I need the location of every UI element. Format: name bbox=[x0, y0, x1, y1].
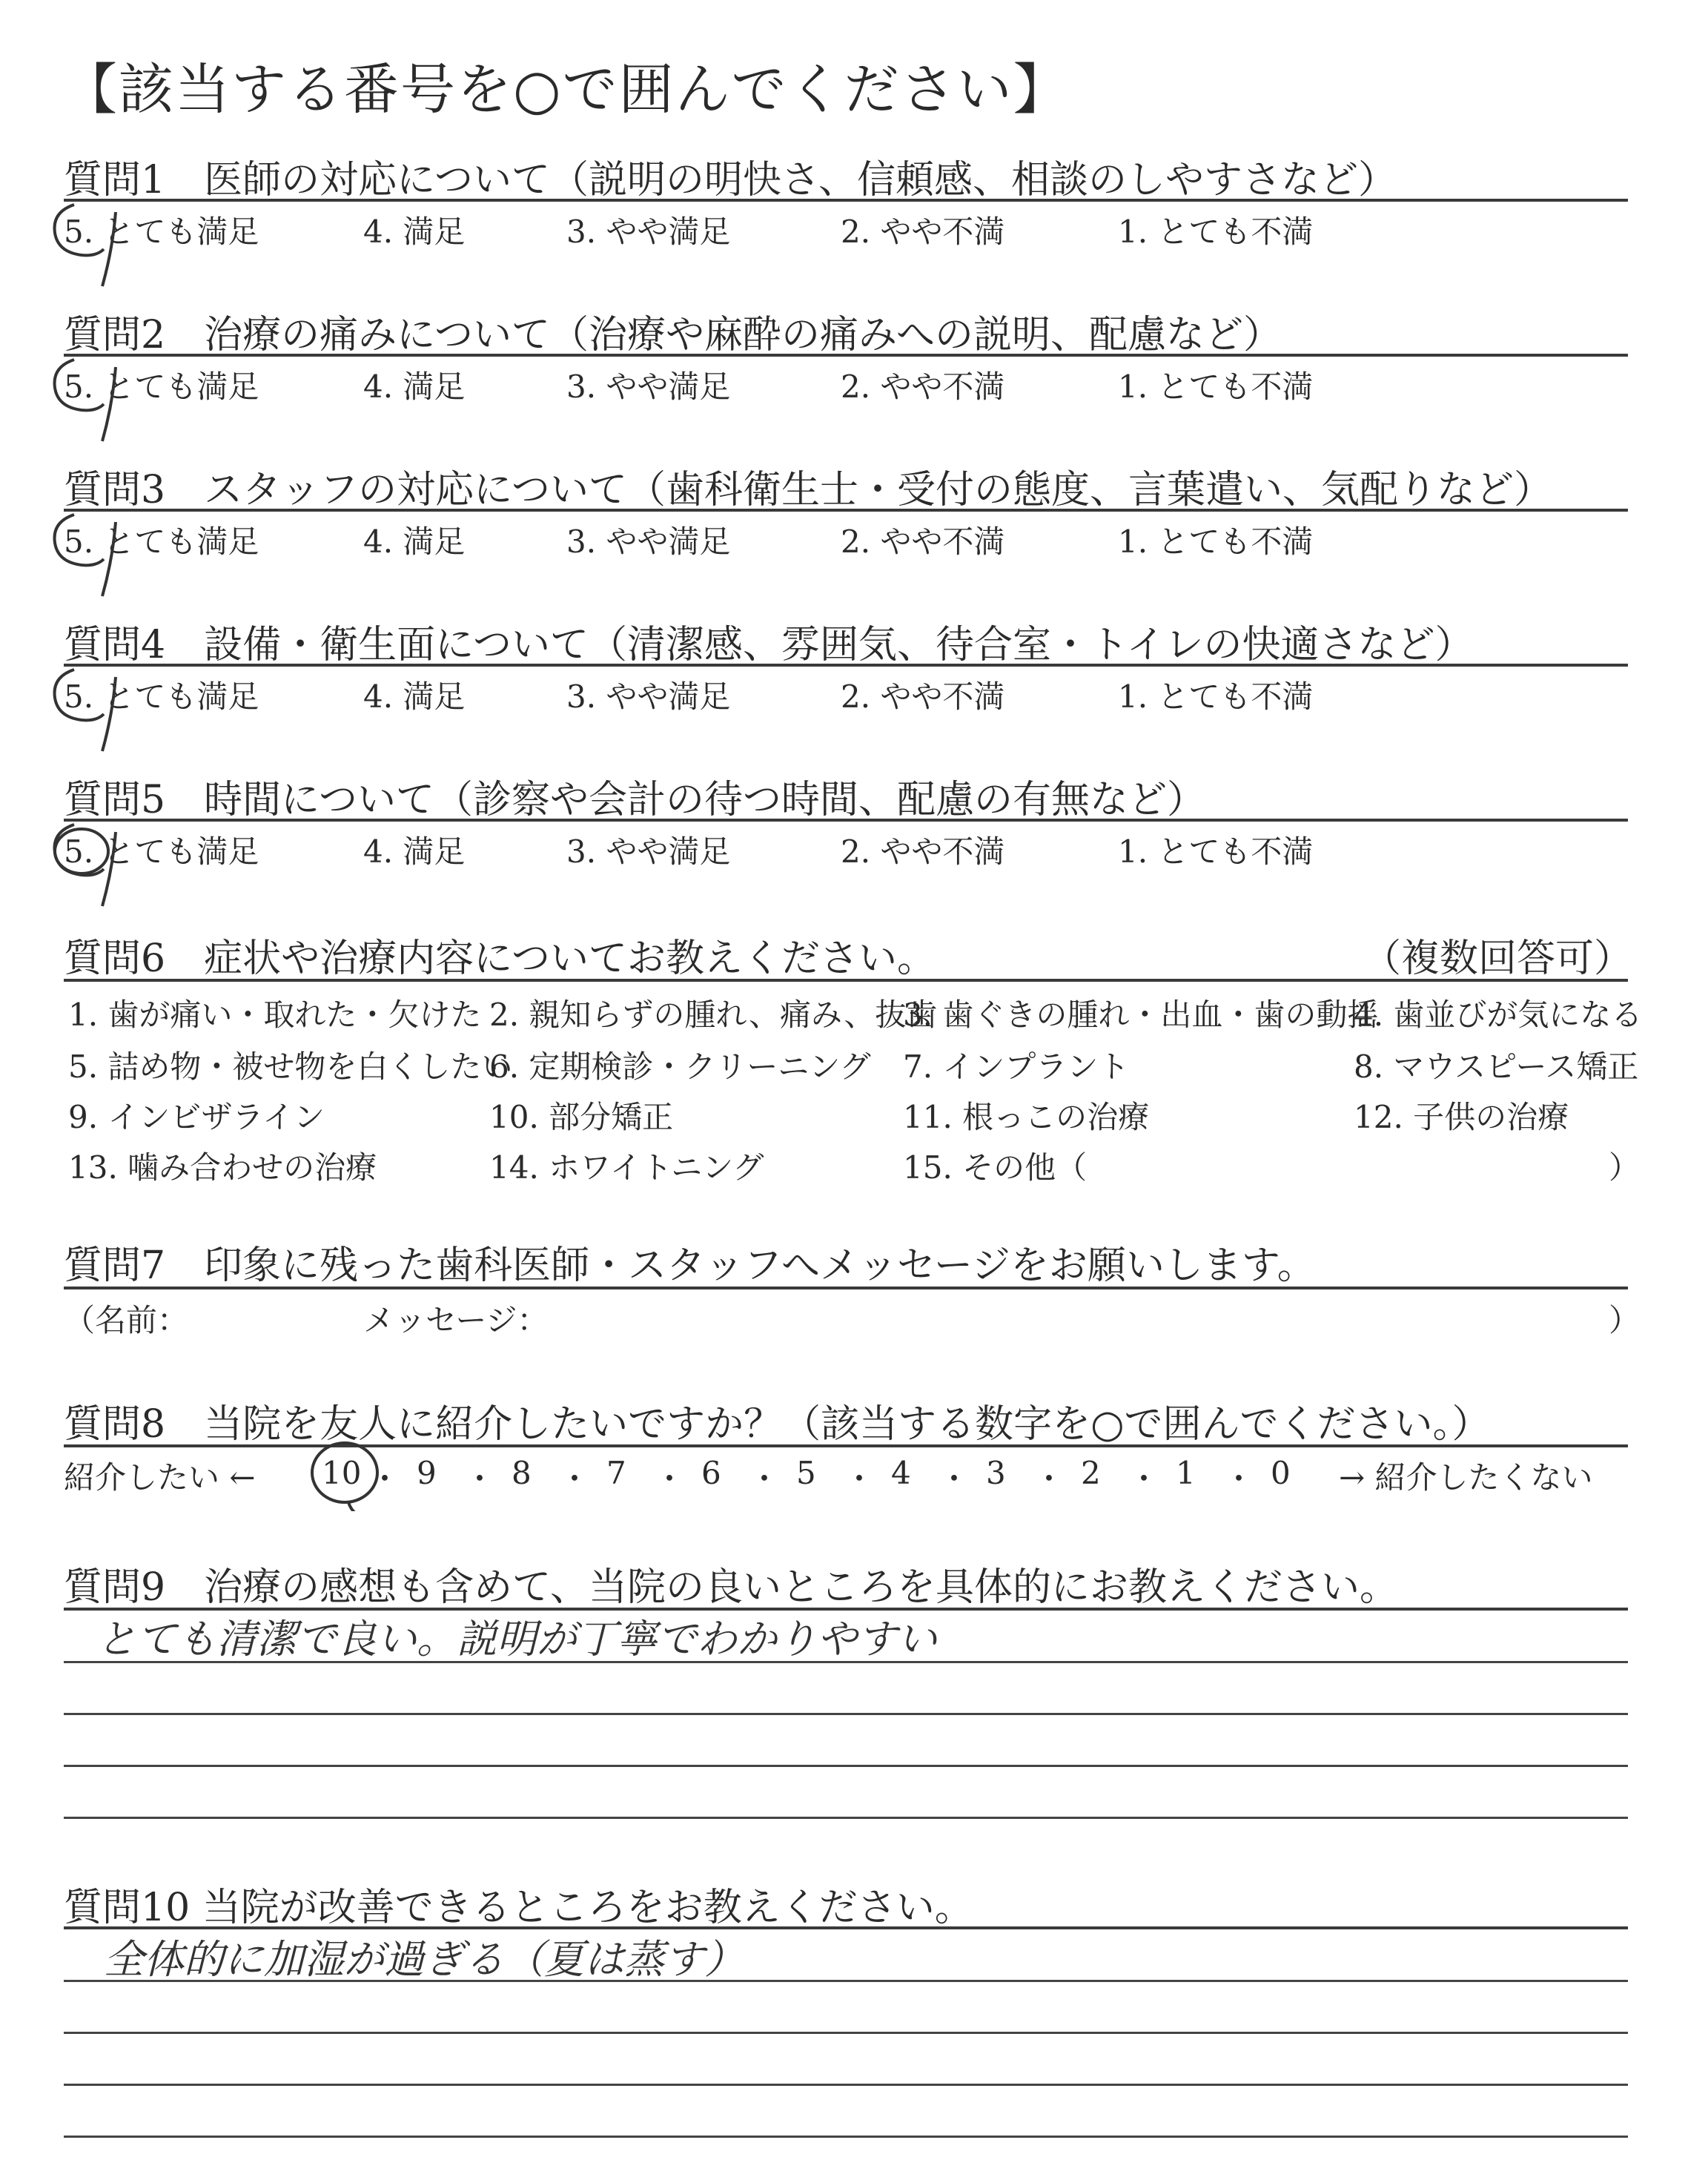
q1-option-3[interactable]: 3. やや満足 bbox=[566, 214, 731, 250]
q6-option-5[interactable]: 5. 詰め物・被せ物を白くしたい bbox=[68, 1048, 513, 1085]
q9-title: 質問9 治療の感想も含めて、当院の良いところを具体的にお教えください。 bbox=[64, 1565, 1399, 1610]
q10-line-4 bbox=[64, 2136, 1628, 2138]
q8-scale-9[interactable]: 9 bbox=[417, 1455, 437, 1491]
q4-rule bbox=[64, 664, 1628, 667]
q8-scale-2[interactable]: 2 bbox=[1081, 1455, 1101, 1491]
q1-rule bbox=[64, 199, 1628, 202]
q5-title: 質問5 時間について（診察や会計の待つ時間、配慮の有無など） bbox=[64, 778, 1206, 822]
q3-title: 質問3 スタッフの対応について（歯科衛生士・受付の態度、言葉遣い、気配りなど） bbox=[64, 468, 1553, 512]
q7-message-label: メッセージ： bbox=[363, 1302, 549, 1338]
q4-option-3[interactable]: 3. やや満足 bbox=[566, 678, 731, 715]
q8-scale-separator: ・ bbox=[464, 1461, 496, 1497]
q6-option-11[interactable]: 11. 根っこの治療 bbox=[903, 1099, 1150, 1135]
q6-option-15[interactable]: 15. その他（ bbox=[903, 1149, 1088, 1186]
q6-title: 質問6 症状や治療内容についてお教えください。 bbox=[64, 937, 936, 981]
q8-scale-separator: ・ bbox=[654, 1461, 686, 1497]
q7-name-label: （名前： bbox=[64, 1302, 189, 1338]
q10-line-3 bbox=[64, 2084, 1628, 2086]
q8-scale-separator: ・ bbox=[939, 1461, 970, 1497]
q8-scale-10[interactable]: 10 bbox=[322, 1455, 362, 1491]
q6-option-3[interactable]: 3. 歯ぐきの腫れ・出血・歯の動揺 bbox=[903, 997, 1379, 1033]
q10-line-2 bbox=[64, 2032, 1628, 2034]
q9-answer: とても清潔で良い。説明が丁寧でわかりやすい bbox=[96, 1616, 937, 1662]
q3-rule bbox=[64, 509, 1628, 512]
q8-scale-8[interactable]: 8 bbox=[512, 1455, 532, 1491]
page-title: 【該当する番号を○で囲んでください】 bbox=[62, 58, 1070, 122]
q9-line-4 bbox=[64, 1817, 1628, 1819]
q6-option-13[interactable]: 13. 噛み合わせの治療 bbox=[68, 1149, 377, 1186]
q4-option-4[interactable]: 4. 満足 bbox=[363, 678, 466, 715]
q3-option-4[interactable]: 4. 満足 bbox=[363, 524, 466, 560]
q8-scale-7[interactable]: 7 bbox=[606, 1455, 626, 1491]
q2-option-5[interactable]: 5. とても満足 bbox=[64, 369, 259, 405]
q7-rule bbox=[64, 1287, 1628, 1289]
q8-scale-0[interactable]: 0 bbox=[1271, 1455, 1291, 1491]
q6-other-close: ） bbox=[1609, 1149, 1641, 1186]
q6-option-10[interactable]: 10. 部分矯正 bbox=[489, 1099, 674, 1135]
q2-title: 質問2 治療の痛みについて（治療や麻酔の痛みへの説明、配慮など） bbox=[64, 313, 1282, 357]
q5-option-4[interactable]: 4. 満足 bbox=[363, 833, 466, 870]
q6-rule bbox=[64, 979, 1628, 982]
q6-option-12[interactable]: 12. 子供の治療 bbox=[1354, 1099, 1569, 1135]
q8-scale-separator: ・ bbox=[749, 1461, 781, 1497]
q7-title: 質問7 印象に残った歯科医師・スタッフへメッセージをお願いします。 bbox=[64, 1244, 1316, 1288]
q8-scale-5[interactable]: 5 bbox=[796, 1455, 816, 1491]
q1-option-5[interactable]: 5. とても満足 bbox=[64, 214, 259, 250]
q1-option-1[interactable]: 1. とても不満 bbox=[1118, 214, 1314, 250]
q3-option-2[interactable]: 2. やや不満 bbox=[841, 524, 1005, 560]
q5-option-3[interactable]: 3. やや満足 bbox=[566, 833, 731, 870]
q9-line-1 bbox=[64, 1661, 1628, 1663]
q10-title: 質問10 当院が改善できるところをお教えください。 bbox=[64, 1886, 973, 1930]
q8-scale-3[interactable]: 3 bbox=[986, 1455, 1006, 1491]
q9-line-3 bbox=[64, 1765, 1628, 1767]
q8-title: 質問8 当院を友人に紹介したいですか？（該当する数字を○で囲んでください。） bbox=[64, 1402, 1491, 1447]
q10-answer: 全体的に加湿が過ぎる（夏は蒸す） bbox=[104, 1936, 744, 1983]
q6-option-9[interactable]: 9. インビザライン bbox=[68, 1099, 325, 1135]
q8-scale-separator: ・ bbox=[844, 1461, 875, 1497]
q8-scale-separator: ・ bbox=[559, 1461, 591, 1497]
q6-option-7[interactable]: 7. インプラント bbox=[903, 1048, 1130, 1085]
q4-option-1[interactable]: 1. とても不満 bbox=[1118, 678, 1314, 715]
q4-title: 質問4 設備・衛生面について（清潔感、雰囲気、待合室・トイレの快適さなど） bbox=[64, 623, 1474, 667]
q3-option-1[interactable]: 1. とても不満 bbox=[1118, 524, 1314, 560]
q8-scale-separator: ・ bbox=[1128, 1461, 1160, 1497]
q6-option-4[interactable]: 4. 歯並びが気になる bbox=[1354, 997, 1643, 1033]
q5-option-1[interactable]: 1. とても不満 bbox=[1118, 833, 1314, 870]
q5-option-5[interactable]: 5. とても満足 bbox=[64, 833, 259, 870]
q8-scale-4[interactable]: 4 bbox=[891, 1455, 911, 1491]
q8-scale-1[interactable]: 1 bbox=[1176, 1455, 1196, 1491]
q6-option-8[interactable]: 8. マウスピース矯正 bbox=[1354, 1048, 1639, 1085]
q5-rule bbox=[64, 819, 1628, 822]
q1-title: 質問1 医師の対応について（説明の明快さ、信頼感、相談のしやすさなど） bbox=[64, 158, 1397, 202]
q8-rule bbox=[64, 1444, 1628, 1447]
q2-option-1[interactable]: 1. とても不満 bbox=[1118, 369, 1314, 405]
q8-left-label: 紹介したい ← bbox=[64, 1459, 256, 1496]
q6-option-14[interactable]: 14. ホワイトニング bbox=[489, 1149, 764, 1186]
q8-scale-separator: ・ bbox=[1033, 1461, 1065, 1497]
q6-note: （複数回答可） bbox=[1363, 937, 1633, 981]
q8-scale-separator: ・ bbox=[369, 1461, 401, 1497]
q6-option-6[interactable]: 6. 定期検診・クリーニング bbox=[489, 1048, 871, 1085]
q9-line-2 bbox=[64, 1713, 1628, 1715]
q7-close: ） bbox=[1609, 1302, 1641, 1338]
q10-line-1 bbox=[64, 1980, 1628, 1982]
q2-option-2[interactable]: 2. やや不満 bbox=[841, 369, 1005, 405]
q3-option-3[interactable]: 3. やや満足 bbox=[566, 524, 731, 560]
q4-option-5[interactable]: 5. とても満足 bbox=[64, 678, 259, 715]
q6-option-1[interactable]: 1. 歯が痛い・取れた・欠けた bbox=[68, 997, 482, 1033]
q6-option-2[interactable]: 2. 親知らずの腫れ、痛み、抜歯 bbox=[489, 997, 938, 1033]
q8-right-label: → 紹介したくない bbox=[1339, 1459, 1593, 1496]
q8-scale-separator: ・ bbox=[1223, 1461, 1255, 1497]
q8-scale-6[interactable]: 6 bbox=[701, 1455, 721, 1491]
q1-option-2[interactable]: 2. やや不満 bbox=[841, 214, 1005, 250]
q5-option-2[interactable]: 2. やや不満 bbox=[841, 833, 1005, 870]
q1-option-4[interactable]: 4. 満足 bbox=[363, 214, 466, 250]
q2-option-3[interactable]: 3. やや満足 bbox=[566, 369, 731, 405]
q4-option-2[interactable]: 2. やや不満 bbox=[841, 678, 1005, 715]
q2-option-4[interactable]: 4. 満足 bbox=[363, 369, 466, 405]
q3-option-5[interactable]: 5. とても満足 bbox=[64, 524, 259, 560]
q2-rule bbox=[64, 354, 1628, 357]
